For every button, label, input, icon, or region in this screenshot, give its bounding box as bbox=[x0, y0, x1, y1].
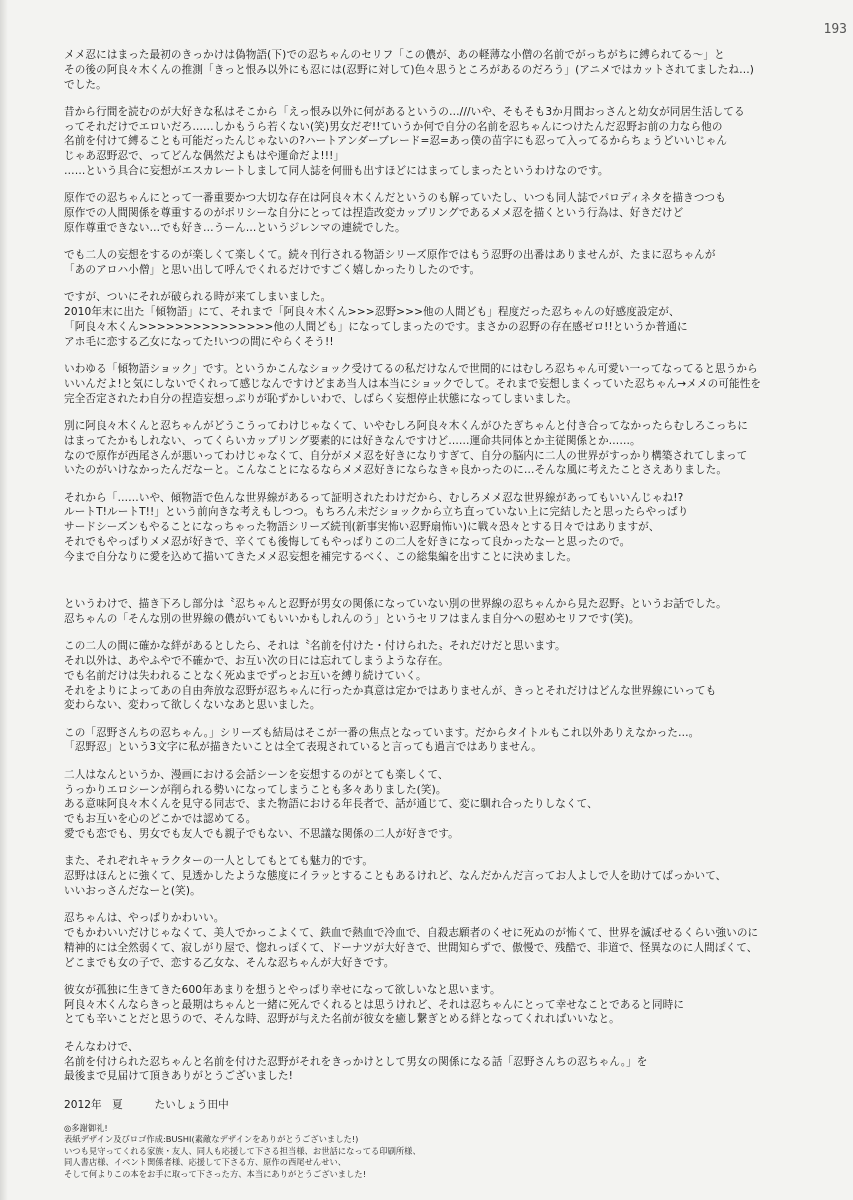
paragraph-4: でも二人の妄想をするのが楽しくて楽しくて。続々刊行される物語シリーズ原作ではもう忍野の出番はありませんが、たまに忍ちゃんが 「あのアロハ小僧」と思い出して呼んでくれるだけですごく嬉しかったりしたのです。 bbox=[64, 249, 716, 277]
paragraph-7: 別に阿良々木くんと忍ちゃんがどうこうってわけじゃなくて、いやむしろ阿良々木くんがひたぎちゃんと付き合ってなかったらむしろこっちに はまってたかもしれない、ってくらいカップリング要素的には好きなんですけど……運命共同体とか主従関係とか……。 なので原作が西尾さんが悪いってわけじゃなくて、自分がメメ忍を好きになりすぎて、自分の脳内に二人の世界がすっかり構築されてしまって いたのがいけなかったんだなーと。こんなことになるならメメ忍好きにならなきゃ良かったのに…そんな風に考えたことさえありました。 bbox=[64, 419, 748, 477]
paragraph-9: というわけで、描き下ろし部分は〝忍ちゃんと忍野が男女の関係になっていない別の世界線の忍ちゃんから見た忍野〟というお話でした。 忍ちゃんの「そんな別の世界線の儂がいてもいいかもしれんのう」というセリフはまんま自分への慰めセリフです(笑)。 bbox=[64, 598, 727, 625]
paragraph-2: 昔から行間を読むのが大好きな私はそこから「えっ恨み以外に何があるというの…///いや、そもそも3か月間おっさんと幼女が同居生活してる ってそれだけでエロいだろ……しかもうら若くない(笑)男女だぞ!!ていうか何で自分の名前を忍ちゃんにつけたんだ忍野お前の力なら他の 名前を付けて縛ることも可能だったんじゃないの?ハートアンダーブレード=忍=あっ僕の苗字にも忍って入ってるからちょうどいいじゃん じゃあ忍野忍で、ってどんな偶然だよもはや運命だよ!!!」 ……という具合に妄想がエスカレートしまして同人誌を何冊も出すほどにはまってしまったというわけなのです。 bbox=[64, 105, 745, 178]
paragraph-13: また、それぞれキャラクターの一人としてもとても魅力的です。 忍野はほんとに強くて、見透かしたような態度にイラッとすることもあるけれど、なんだかんだ言ってお人よしで人を助けてばっかいて、 いいおっさんだなーと(笑)。 bbox=[64, 855, 727, 897]
signature: 2012年 夏 たいしょう田中 bbox=[64, 1099, 229, 1112]
paragraph-15: 彼女が孤独に生きてきた600年あまりを想うとやっぱり幸せになって欲しいなと思います。 阿良々木くんならきっと最期はちゃんと一緒に死んでくれるとは思うけれど、それは忍ちゃんにとって幸せなことであると同時に とても辛いことだと思うので、そんな時、忍野が与えた名前が彼女を癒し繋ぎとめる絆となってくれればいいなと。 bbox=[64, 983, 685, 1026]
afterword-text bbox=[64, 48, 834, 1180]
paragraph-1: メメ忍にはまった最初のきっかけは偽物語(下)での忍ちゃんのセリフ「この儂が、あの軽薄な小僧の名前でがっちがちに縛られてる〜」と その後の阿良々木くんの推測「きっと恨み以外にも忍には(忍野に対して)色々思うところがあるのだろう」(アニメではカットされてましたね…) でした。 bbox=[64, 49, 754, 91]
paragraph-6: いわゆる「傾物語ショック」です。というかこんなショック受けてるの私だけなんで世間的にはむしろ忍ちゃん可愛い一ってなってると思うから いいんだよ!と気にしないでくれって感じなんですけどまあ当人は本当にショックでして。それまで妄想しまくっていた忍ちゃん→メメの可能性を 完全否定されたわ自分の捏造妄想っぷりが恥ずかしいわで、しばらく妄想停止状態になってしまいました。 bbox=[64, 363, 762, 405]
credits: ◎多謝御礼! 表紙デザイン及びロゴ作成:BUSHI(素敵なデザインをありがとうございました!) いつも見守ってくれる家族・友人、同人も応援して下さる担当様、お世話になってる印刷所様、 同人書店様、イベント関係者様、応援して下さる方、原作の西尾せんせい、 そして何よりこの本をお手に取って下さった方、本当にありがとうございました! bbox=[64, 1122, 421, 1179]
paragraph-12: 二人はなんというか、漫画における会話シーンを妄想するのがとても楽しくて、 うっかりエロシーンが削られる勢いになってしまうことも多々ありました(笑)。 ある意味阿良々木くんを見守る同志で、また物語における年長者で、話が通じて、変に馴れ合ったりしなくて、 でもお互いを心のどこかでは認めてる。 愛でも恋でも、男女でも友人でも親子でもない、不思議な関係の二人が好きです。 bbox=[64, 768, 598, 840]
paragraph-14: 忍ちゃんは、やっぱりかわいい。 でもかわいいだけじゃなくて、美人でかっこよくて、鉄血で熱血で冷血で、自殺志願者のくせに死ぬのが怖くて、世界を滅ぼせるくらい強いのに 精神的には全然弱くて、寂しがり屋で、惚れっぽくて、ドーナツが大好きで、世間知らずで、傲慢で、残酷で、非道で、怪異なのに人間ぽくて、 どこまでも女の子で、恋する乙女な、そんな忍ちゃんが大好きです。 bbox=[64, 912, 759, 969]
section-gap bbox=[64, 577, 834, 597]
paragraph-8: それから「……いや、傾物語で色んな世界線があるって証明されたわけだから、むしろメメ忍な世界線があってもいいんじゃね!? ルートT!ルートT!!」という前向きな考えもしつつ。もちろん未だショックから立ち直っていない上に完結したと思ったらやっぱり サードシーズンもやることになっちゃった物語シリーズ続刊(新事実怖い忍野扇怖い)に戦々恐々とする日々ではありますが、 それでもやっぱりメメ忍が好きで、辛くても後悔してもやっぱりこの二人を好きになって良かったなーと思ったので。 今まで自分なりに愛を込めて描いてきたメメ忍妄想を補完するべく、この総集編を出すことに決めました。 bbox=[64, 491, 689, 563]
paragraph-3: 原作での忍ちゃんにとって一番重要かつ大切な存在は阿良々木くんだというのも解っていたし、いつも同人誌でパロディネタを描きつつも 原作での人間関係を尊重するのがポリシーな自分にとっては捏造改変カップリングであるメメ忍を描くという行為は、好きだけど 原作尊重できない…でも好き…うーん…というジレンマの連続でした。 bbox=[64, 192, 726, 234]
page-number: 193 bbox=[823, 22, 847, 37]
paragraph-10: この二人の間に確かな絆があるとしたら、それは〝名前を付けた・付けられた〟それだけだと思います。 それ以外は、あやふやで不確かで、お互い次の日には忘れてしまうような存在。 でも名前だけは失われることなく死ぬまでずっとお互いを縛り続けていく。 それをよりによってあの自由奔放な忍野が忍ちゃんに行ったか真意は定かではありませんが、きっとそれだけはどんな世界線にいっても 変わらない、変わって欲しくないなあと思いました。 bbox=[64, 640, 717, 712]
paragraph-5: ですが、ついにそれが破られる時が来てしまいました。 2010年末に出た「傾物語」にて、それまで「阿良々木くん>>>忍野>>>他の人間ども」程度だった忍ちゃんの好感度設定が、 「阿良々木くん>>>>>>>>>>>>>>>他の人間ども」になってしまったのです。まさかの忍野の存在感ゼロ!!というか普通に アホ毛に恋する乙女になってた!いつの間にやらくそう!! bbox=[64, 291, 688, 348]
paragraph-16: そんなわけで、 名前を付けられた忍ちゃんと名前を付けた忍野がそれをきっかけとして男女の関係になる話「忍野さんちの忍ちゃん。」を 最後まで見届けて頂きありがとうございました! bbox=[64, 1040, 648, 1083]
paragraph-11: この「忍野さんちの忍ちゃん。」シリーズも結局はそこが一番の焦点となっています。だからタイトルもこれ以外ありえなかった…。 「忍野忍」という3文字に私が描きたいことは全て表現されていると言っても過言ではありません。 bbox=[64, 726, 700, 754]
page-edge bbox=[0, 0, 8, 1200]
